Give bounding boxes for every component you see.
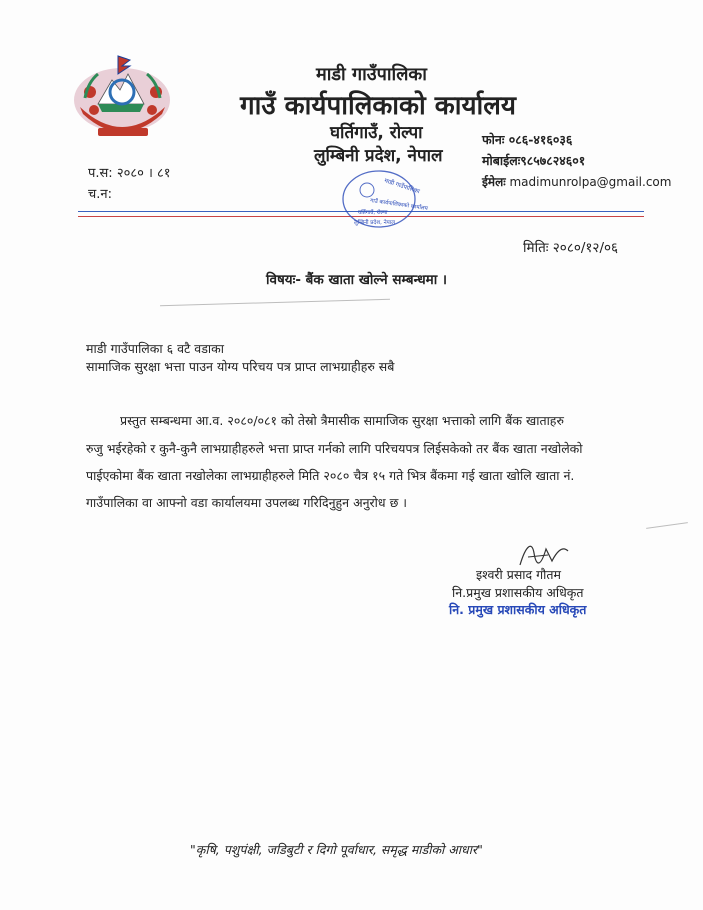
stamp-text-4: लुम्बिनी प्रदेश, नेपाल: [354, 220, 395, 226]
scan-artifact-mark: [646, 522, 688, 529]
stamp-text-2: गाउँ कार्यपालिकाको कार्यालय: [369, 198, 429, 213]
letter-reference-number: प.स: २०८० । ८१: [88, 166, 171, 181]
stamp-text-3: घर्तिगाउँ, रोल्पा: [358, 210, 388, 216]
body-line-3: पाईएकोमा बैंक खाता नखोलेका लाभग्राहीहरुले मिति २०८० चैत्र १५ गते भित्र बैंकमा गई खाता खोलि खाता नं.: [86, 468, 575, 483]
letter-subject: विषयः- बैंक खाता खोल्ने सम्बन्धमा ।: [266, 272, 448, 288]
stamp-text-1: माडी गाउँपालिका: [383, 177, 421, 196]
recipient-line-2: सामाजिक सुरक्षा भत्ता पाउन योग्य परिचय पत्र प्राप्त लाभग्राहीहरु सबै: [86, 359, 395, 374]
mobile-number: मोबाईलः९८५७८२४६०१: [482, 153, 586, 168]
nepal-emblem-icon: [70, 52, 175, 140]
email-address: [482, 173, 671, 190]
signatory-title: नि.प्रमुख प्रशासकीय अधिकृत: [452, 585, 584, 600]
office-address: घर्तिगाउँ, रोल्पा: [330, 123, 423, 143]
office-seal-stamp: [340, 168, 429, 230]
phone-number: फोनः ०८६-४१६०३६: [482, 132, 573, 147]
footer-motto: "कृषि, पशुपंक्षी, जडिबुटी र दिगो पूर्वाधार, समृद्ध माडीको आधार": [190, 842, 483, 857]
recipient-line-1: माडी गाउँपालिका ६ वटै वडाका: [86, 341, 225, 356]
body-line-2: रुजु भईरहेको र कुनै-कुनै लाभग्राहीहरुले भत्ता प्राप्त गर्नको लागि परिचयपत्र लिईसकेको तर बैंक खाता नखोलेको: [86, 441, 583, 456]
office-name: गाउँ कार्यपालिकाको कार्यालय: [240, 91, 516, 121]
signatory-name: इश्वरी प्रसाद गौतम: [476, 567, 562, 582]
email-value: madimunrolpa@gmail.com: [509, 175, 672, 189]
body-line-4: गाउँपालिका वा आफ्नो वडा कार्यालयमा उपलब्ध गरिदिनुहुन अनुरोध छ ।: [86, 495, 408, 510]
letter-date: मितिः २०८०/१२/०६: [523, 240, 619, 256]
email-label: ईमेलः: [482, 175, 506, 189]
scan-artifact-line: [160, 299, 390, 306]
municipality-name: माडी गाउँपालिका: [316, 64, 427, 85]
office-province: लुम्बिनी प्रदेश, नेपाल: [314, 146, 443, 166]
signatory-designation-stamp: नि. प्रमुख प्रशासकीय अधिकृत: [449, 602, 587, 617]
body-line-1: प्रस्तुत सम्बन्धमा आ.व. २०८०/०८१ को तेस्रो त्रैमासीक सामाजिक सुरक्षा भत्ताको लागि बैंक खाताहरु: [120, 413, 564, 428]
dispatch-number: च.न:: [88, 187, 112, 202]
